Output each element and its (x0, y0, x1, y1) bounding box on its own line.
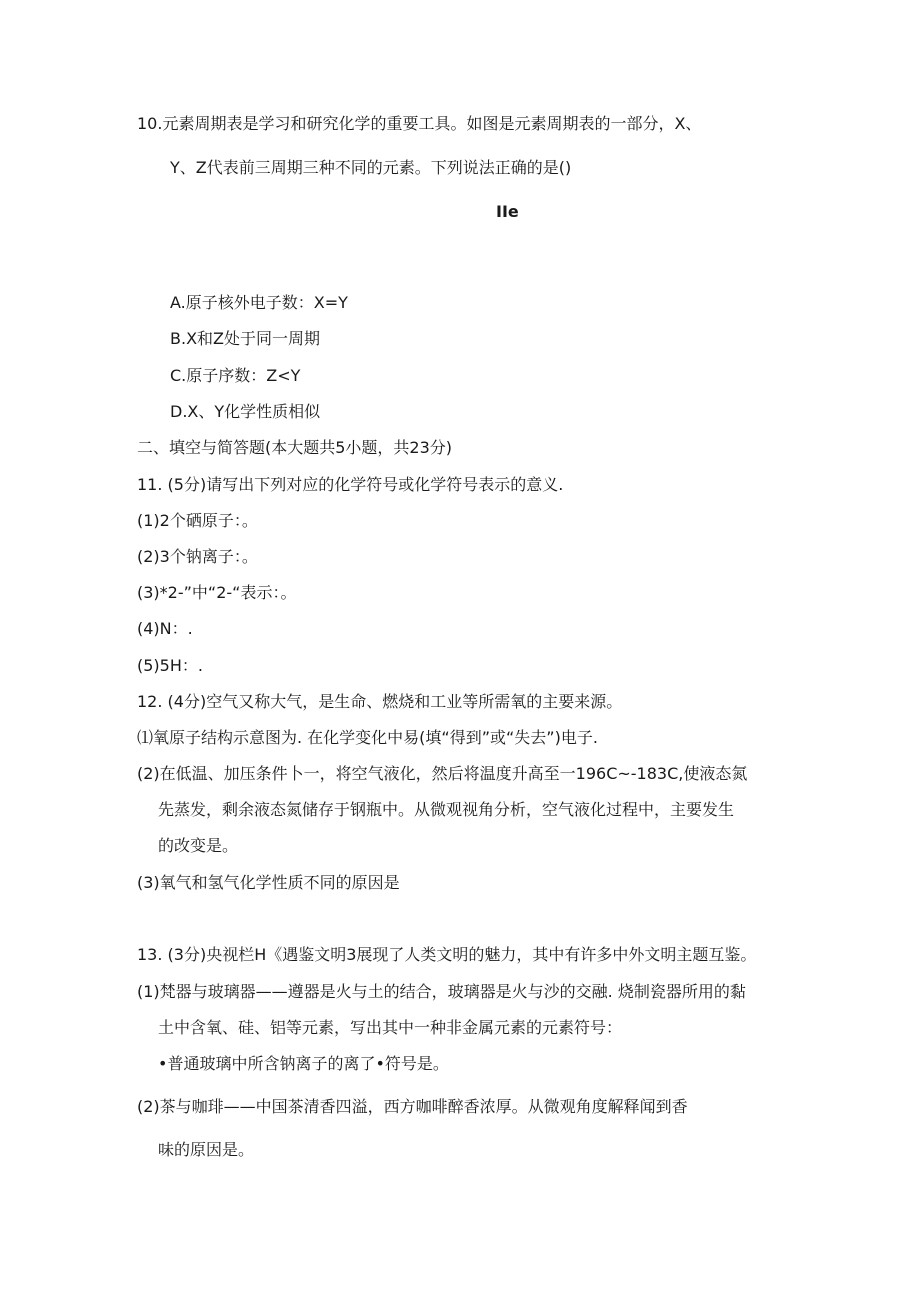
q11-part-3: (3)*2-”中“2-“表示：。 (137, 583, 297, 602)
q12-part-3: (3)氧气和氢气化学性质不同的原因是 (137, 873, 400, 892)
periodic-table-fragment: IIe (496, 202, 519, 221)
q12-part-2-line-1: (2)在低温、加压条件卜一，将空气液化，然后将温度升高至一196C~-183C,使液态氮 (137, 764, 748, 783)
q11-part-4: (4)N：. (137, 619, 193, 638)
q10-option-a: A.原子核外电子数：X=Y (170, 293, 348, 312)
q10-line-2: Y、Z代表前三周期三种不同的元素。下列说法正确的是() (170, 158, 572, 177)
q11-part-1: (1)2个硒原子：。 (137, 511, 258, 530)
q10-line-1: 10.元素周期表是学习和研究化学的重要工具。如图是元素周期表的一部分，X、 (137, 114, 702, 133)
section-2-heading: 二、填空与简答题(本大题共5小题，共23分) (137, 438, 453, 457)
q12-part-1: ⑴氧原子结构示意图为. 在化学变化中易(填“得到”或“失去”)电子. (137, 728, 598, 747)
q13-part-1-line-1: (1)梵器与玻璃器——遵器是火与土的结合，玻璃器是火与沙的交融. 烧制瓷器所用的黏 (137, 982, 746, 1001)
q13-part-1-line-3: •普通玻璃中所含钠离子的离了•符号是。 (158, 1054, 449, 1073)
q13-part-1-line-2: 土中含氧、硅、铝等元素，写出其中一种非金属元素的元素符号： (158, 1018, 623, 1037)
q13-part-2-line-2: 味的原因是。 (158, 1140, 255, 1159)
q12-part-2-line-3: 的改变是。 (158, 836, 239, 855)
q11-title: 11. (5分)请写出下列对应的化学符号或化学符号表示的意义. (137, 475, 564, 494)
q12-part-2-line-2: 先蒸发，剩余液态氮储存于钢瓶中。从微观视角分析，空气液化过程中，主要发生 (158, 800, 735, 819)
q10-option-c: C.原子序数：Z<Y (170, 366, 301, 385)
q13-title: 13. (3分)央视栏H《遇鉴文明3展现了人类文明的魅力，其中有许多中外文明主题互鉴。 (137, 945, 757, 964)
q13-part-2-line-1: (2)茶与咖琲——中国茶清香四溢，西方咖啡醉香浓厚。从微观角度解释闻到香 (137, 1097, 688, 1116)
q12-title: 12. (4分)空气又称大气，是生命、燃烧和工业等所需氧的主要来源。 (137, 692, 623, 711)
q10-option-d: D.X、Y化学性质相似 (170, 402, 321, 421)
q11-part-5: (5)5H：. (137, 656, 203, 675)
q11-part-2: (2)3个钠离子：。 (137, 547, 258, 566)
q10-option-b: B.X和Z处于同一周期 (170, 329, 320, 348)
